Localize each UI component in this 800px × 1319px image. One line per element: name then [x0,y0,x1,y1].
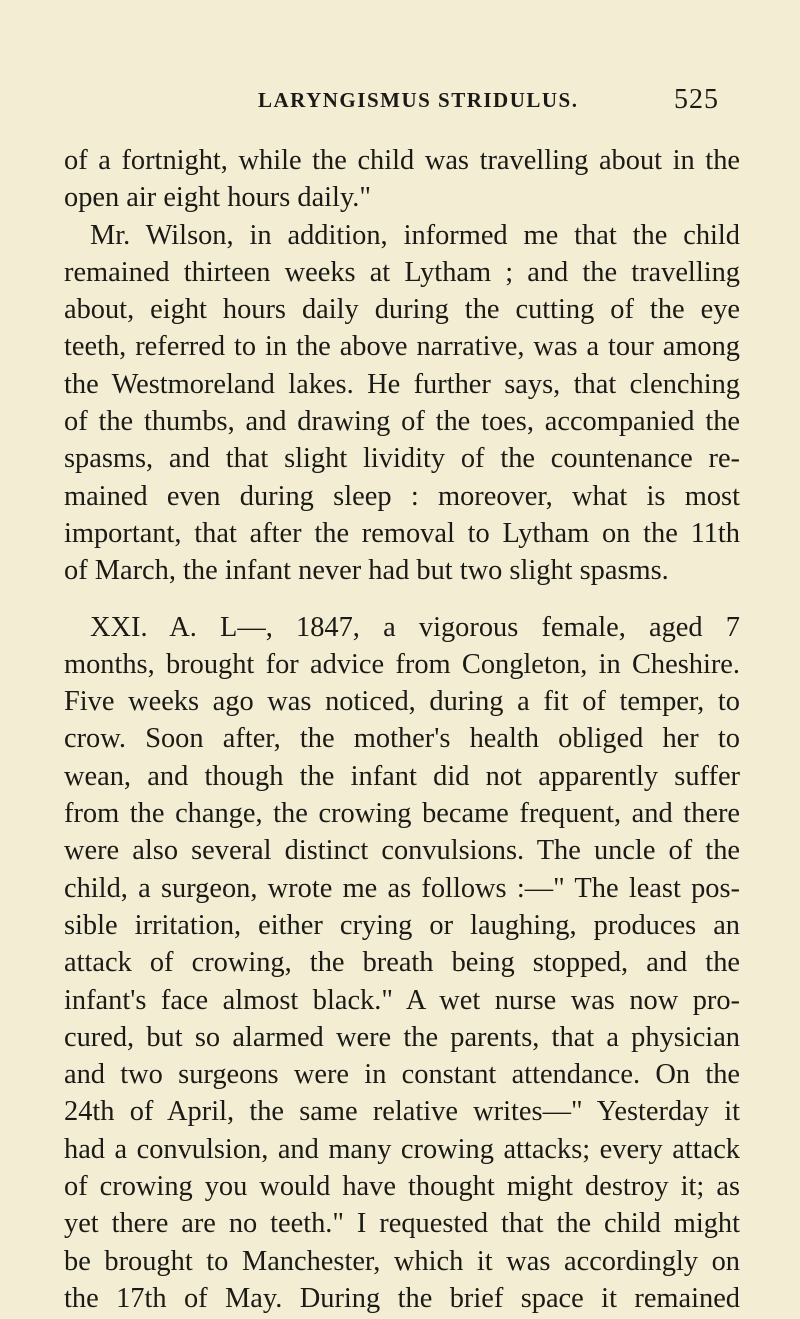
text-line: mained even during sleep : moreover, what is most [64,480,740,512]
page-number: 525 [674,84,719,115]
paragraph-continuation [64,142,740,217]
text-line: were also several distinct convulsions. The uncle of the [64,835,740,867]
paragraph-gap [64,590,740,609]
text-line: about, eight hours daily during the cutting of the eye [64,294,740,326]
text-line: and two surgeons were in constant attendance. On the [64,1059,740,1091]
text-line: of a fortnight, while the child was travelling about in the [64,145,740,176]
text-line: open air eight hours daily." [64,182,371,214]
text-line: the Westmoreland lakes. He further says, that clenching [64,368,740,400]
text-line: attack of crowing, the breath being stopped, and the [64,947,740,979]
text-line: Mr. Wilson, in addition, informed me that the child [90,219,740,251]
paragraph-case-xxi [64,609,740,1318]
text-line: months, brought for advice from Congleton, in Cheshire. [64,648,740,680]
text-line: had a convulsion, and many crowing attacks; every attack [64,1133,740,1165]
text-line: crow. Soon after, the mother's health obliged her to [64,723,740,755]
running-head: LARYNGISMUS STRIDULUS. [258,88,579,112]
text-line: wean, and though the infant did not apparently suffer [64,760,740,792]
text-line: be brought to Manchester, which it was accordingly on [64,1245,740,1277]
text-line: of crowing you would have thought might destroy it; as [64,1171,740,1203]
text-line: yet there are no teeth." I requested that the child might [64,1208,740,1240]
text-line: 24th of April, the same relative writes—" Yesterday it [64,1096,740,1128]
text-line: sible irritation, either crying or laughing, produces an [64,909,740,941]
text-line: important, that after the removal to Lytham on the 11th [64,517,740,549]
text-line: of March, the infant never had but two slight spasms. [64,555,669,587]
text-line: from the change, the crowing became frequent, and there [64,798,740,830]
text-line: teeth, referred to in the above narrative, was a tour among [64,331,740,363]
text-line: cured, but so alarmed were the parents, that a physician [64,1021,740,1053]
text-line: the 17th of May. During the brief space it remained [64,1282,740,1314]
text-line: child, a surgeon, wrote me as follows :—" The least pos- [64,872,740,904]
paragraph-wilson [64,217,740,590]
text-line: infant's face almost black." A wet nurse was now pro- [64,984,740,1016]
text-line: Five weeks ago was noticed, during a fit of temper, to [64,686,740,718]
body-text [64,142,740,1317]
text-line: XXI. A. L—, 1847, a vigorous female, aged 7 [90,611,740,643]
text-line: remained thirteen weeks at Lytham ; and the travelling [64,256,740,288]
text-line: of the thumbs, and drawing of the toes, accompanied the [64,406,740,438]
text-line: spasms, and that slight lividity of the countenance re- [64,443,740,475]
